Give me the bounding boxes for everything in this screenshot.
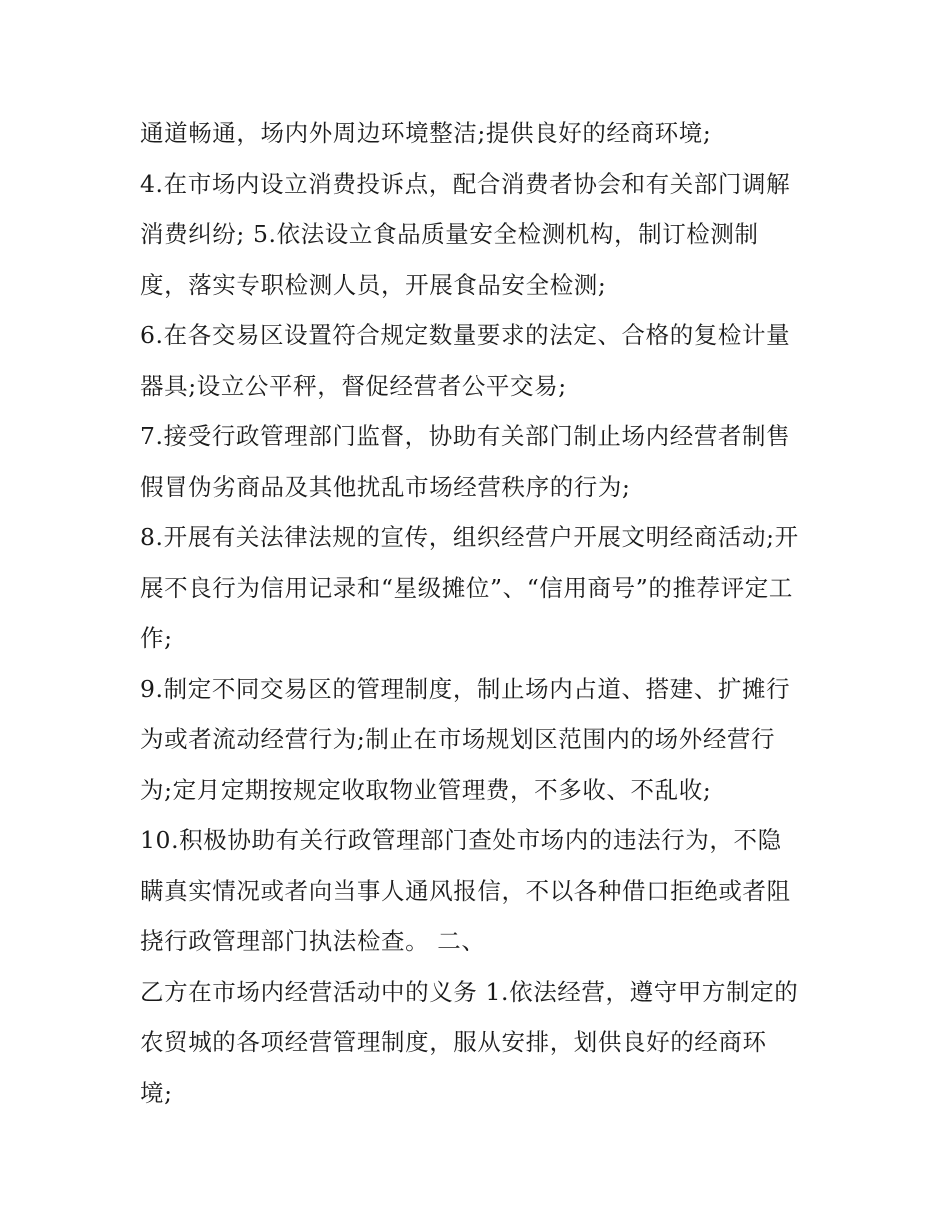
text-line: 10.积极协助有关行政管理部门查处市场内的违法行为，不隐 — [140, 826, 782, 854]
text-line: 消费纠纷; 5.依法设立食品质量安全检测机构，制订检测制 — [140, 220, 759, 248]
text-line: 6.在各交易区设置符合规定数量要求的法定、合格的复检计量 — [140, 321, 791, 349]
text-line: 农贸城的各项经营管理制度，服从安排，划供良好的经商环 — [140, 1028, 767, 1056]
text-line: 假冒伪劣商品及其他扰乱市场经营秩序的行为; — [140, 472, 631, 501]
text-line: 为;定月定期按规定收取物业管理费，不多收、不乱收; — [140, 775, 712, 804]
text-line: 4.在市场内设立消费投诉点，配合消费者协会和有关部门调解 — [140, 169, 791, 198]
text-line: 7.接受行政管理部门监督，协助有关部门制止场内经营者制售 — [140, 422, 791, 450]
text-line: 作; — [140, 624, 173, 652]
text-line: 度，落实专职检测人员，开展食品安全检测; — [140, 270, 607, 299]
text-line: 8.开展有关法律法规的宣传，组织经营户开展文明经商活动;开 — [140, 523, 799, 551]
text-line: 9.制定不同交易区的管理制度，制止场内占道、搭建、扩摊行 — [140, 674, 791, 703]
text-line: 为或者流动经营行为;制止在市场规划区范围内的场外经营行 — [140, 725, 776, 753]
text-line: 瞒真实情况或者向当事人通风报信，不以各种借口拒绝或者阻 — [140, 876, 791, 905]
text-line: 境; — [140, 1078, 173, 1107]
text-line: 展不良行为信用记录和“星级摊位”、“信用商号”的推荐评定工 — [140, 573, 793, 602]
text-line: 通道畅通，场内外周边环境整洁;提供良好的经商环境; — [140, 119, 712, 147]
document-body — [140, 108, 830, 1118]
text-line: 器具;设立公平秤，督促经营者公平交易; — [140, 371, 567, 400]
text-line: 乙方在市场内经营活动中的义务 1.依法经营，遵守甲方制定的 — [140, 977, 799, 1006]
text-line: 挠行政管理部门执法检查。 二、 — [140, 927, 486, 955]
